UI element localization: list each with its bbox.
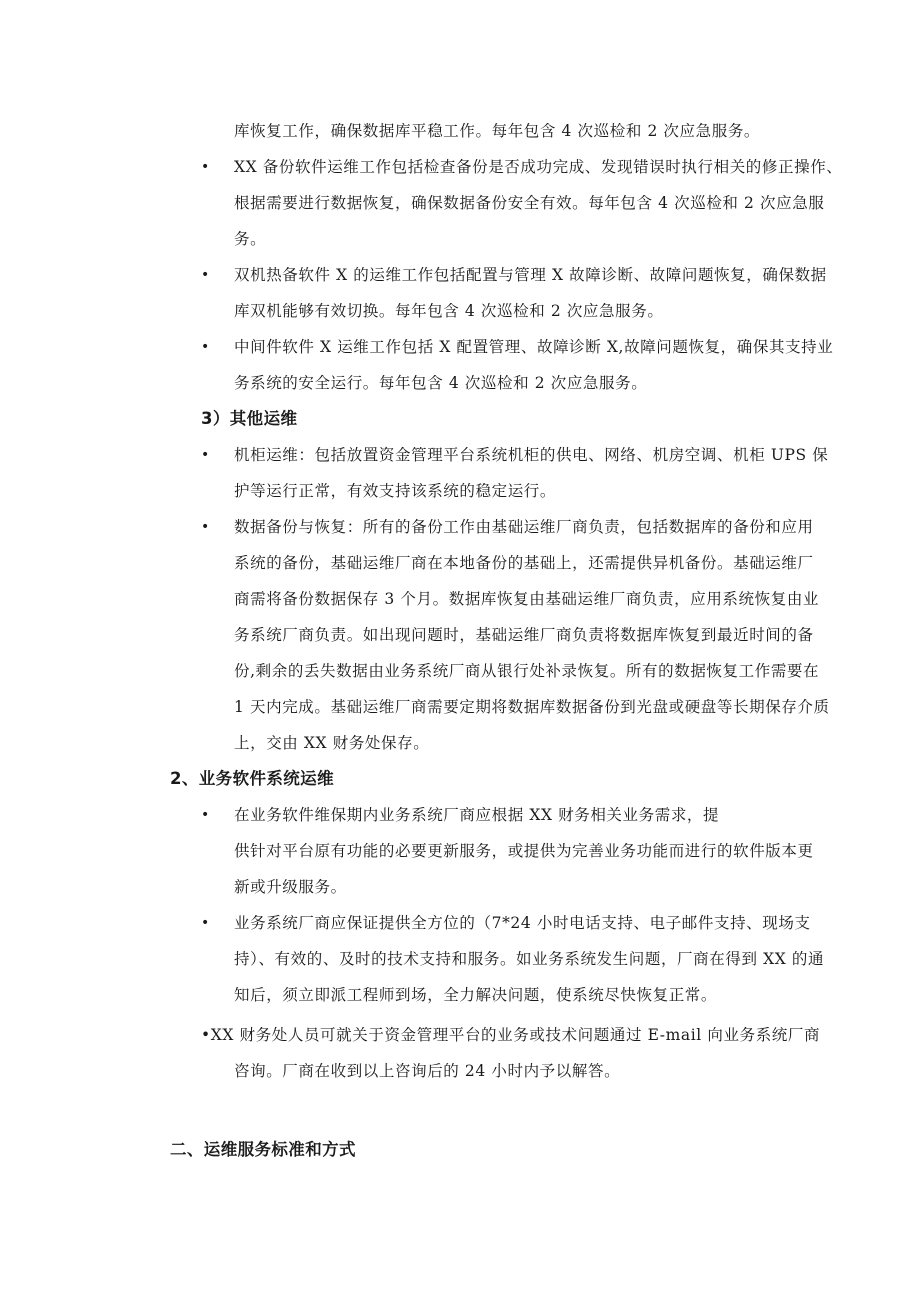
bullet-icon: • [201, 915, 210, 931]
paragraph-line: 库恢复工作，确保数据库平稳工作。每年包含 4 次巡检和 2 次应急服务。 [234, 122, 761, 140]
paragraph-line: 供针对平台原有功能的必要更新服务，或提供为完善业务功能而进行的软件版本更 [234, 842, 814, 860]
paragraph-line: 机柜运维：包括放置资金管理平台系统机柜的供电、网络、机房空调、机柜 UPS 保 [234, 446, 829, 464]
paragraph-line: 数据备份与恢复：所有的备份工作由基础运维厂商负责，包括数据库的备份和应用 [234, 518, 814, 536]
paragraph-line: 在业务软件维保期内业务系统厂商应根据 XX 财务相关业务需求，提 [234, 806, 720, 824]
paragraph-line: 业务系统厂商应保证提供全方位的（7*24 小时电话支持、电子邮件支持、现场支 [234, 914, 811, 932]
bullet-icon: • [201, 267, 210, 283]
bullet-icon: • [201, 159, 210, 175]
section-heading: 2、业务软件系统运维 [170, 769, 334, 788]
paragraph-line: 务系统的安全运行。每年包含 4 次巡检和 2 次应急服务。 [234, 374, 648, 392]
paragraph-line: 商需将备份数据保存 3 个月。数据库恢复由基础运维厂商负责，应用系统恢复由业 [234, 590, 820, 608]
bullet-icon: • [201, 807, 210, 823]
paragraph-line: XX 备份软件运维工作包括检查备份是否成功完成、发现错误时执行相关的修正操作、 [234, 158, 843, 176]
paragraph-line: 新或升级服务。 [234, 878, 347, 896]
paragraph-line: 护等运行正常，有效支持该系统的稳定运行。 [234, 482, 557, 500]
paragraph-line: 上，交由 XX 财务处保存。 [234, 734, 430, 752]
paragraph-line: 双机热备软件 X 的运维工作包括配置与管理 X 故障诊断、故障问题恢复，确保数据 [234, 266, 827, 284]
paragraph-line: 务。 [234, 230, 267, 248]
paragraph-line: 库双机能够有效切换。每年包含 4 次巡检和 2 次应急服务。 [234, 302, 664, 320]
paragraph-line: 咨询。厂商在收到以上咨询后的 24 小时内予以解答。 [234, 1062, 621, 1080]
paragraph-line: 中间件软件 X 运维工作包括 X 配置管理、故障诊断 X,故障问题恢复，确保其支持业 [234, 338, 834, 356]
paragraph-line: 持）、有效的、及时的技术支持和服务。如业务系统发生问题，厂商在得到 XX 的通 [234, 950, 825, 968]
bullet-icon: • [201, 339, 210, 355]
paragraph-line: 根据需要进行数据恢复，确保数据备份安全有效。每年包含 4 次巡检和 2 次应急服 [234, 194, 825, 212]
subsection-heading: 3）其他运维 [201, 409, 298, 428]
paragraph-line: 知后，须立即派工程师到场，全力解决问题，使系统尽快恢复正常。 [234, 986, 718, 1004]
bullet-icon: • [201, 447, 210, 463]
paragraph-line: 份,剩余的丢失数据由业务系统厂商从银行处补录恢复。所有的数据恢复工作需要在 [234, 662, 820, 680]
paragraph-line: 1 天内完成。基础运维厂商需要定期将数据库数据备份到光盘或硬盘等长期保存介质 [234, 698, 830, 716]
bullet-icon: • [201, 519, 210, 535]
paragraph-line: 系统的备份，基础运维厂商在本地备份的基础上，还需提供异机备份。基础运维厂 [234, 554, 814, 572]
chapter-heading: 二、运维服务标准和方式 [170, 1140, 356, 1159]
paragraph-line: 务系统厂商负责。如出现问题时，基础运维厂商负责将数据库恢复到最近时间的备 [234, 626, 814, 644]
paragraph-line: •XX 财务处人员可就关于资金管理平台的业务或技术问题通过 E-mail 向业务系统厂商 [201, 1026, 821, 1044]
